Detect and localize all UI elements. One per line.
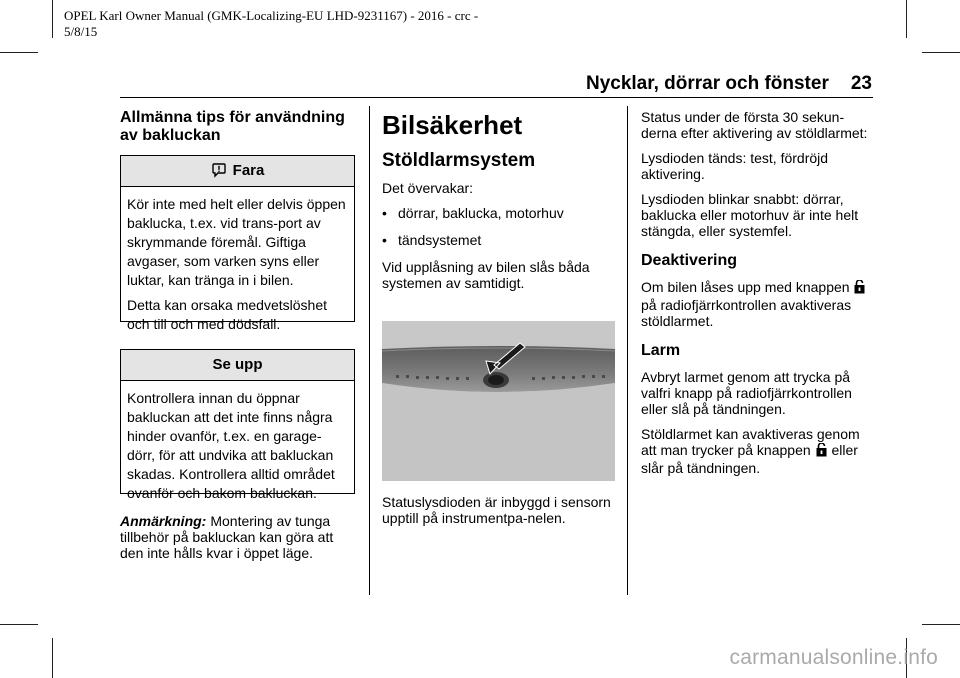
subsection-heading: Stöldlarmsystem [382,150,536,171]
alarm-heading: Larm [641,342,681,359]
crop-mark [922,52,960,53]
caution-label: Se upp [212,356,263,373]
crop-mark [52,638,53,678]
deactivation-heading: Deaktivering [641,252,738,269]
list-item-text: tändsystemet [398,232,482,248]
warning-icon [211,159,227,189]
led-blink-text: Lysdioden blinkar snabbt: dörrar, baklucka eller motorhuv är inte helt stängda, eller systemfel. [641,191,859,239]
tailgate-tips-heading: Allmänna tips för användning av bakluckan [120,109,345,144]
instrument-panel-photo [382,321,615,481]
document-header [64,8,524,40]
left-column [120,109,356,145]
column-divider [627,106,628,595]
section-heading: Bilsäkerhet [382,110,523,140]
list-item [382,232,615,248]
note [120,513,356,570]
bullet-marker: • [382,205,387,221]
intro-text: Det övervakar: [382,180,474,196]
caution-body [121,381,354,503]
status-text: Status under de första 30 sekun-derna efter aktivering av stöldlarmet: [641,109,868,141]
danger-header [121,156,354,187]
note-text: Montering av tunga tillbehör på bakluckan kan göra att den inte hålls kvar i öppet läge. [120,513,334,561]
section-title: Nycklar, dörrar och fönster [585,73,829,94]
led-on-text: Lysdioden tänds: test, fördröjd aktivering. [641,150,829,182]
unlock-key-icon [816,443,827,460]
danger-box [120,155,355,332]
document-header-line2: 5/8/15 [64,24,98,39]
header-rule [120,97,873,98]
page-number: 23 [850,73,872,94]
list-item-text: dörrar, baklucka, motorhuv [398,205,564,221]
danger-body [121,187,354,334]
unlock-key-icon [854,280,865,297]
bullet-marker: • [382,232,387,248]
crop-mark [922,624,960,625]
right-column [641,109,876,485]
caution-text: Kontrollera innan du öppnar bakluckan att det inte finns några hinder ovanför, t.ex. en garage-dörr, för att undvika att bakluckan skadas. Kontrollera alltid området ovanför och bakom bakluckan. [127,390,335,501]
alarm-deactivate-a: Stöldlarmet kan avaktiveras genom att man trycker på knappen [641,426,860,458]
caution-header [121,350,354,381]
danger-text: Detta kan orsaka medvetslöshet och till och med dödsfall. [127,297,327,332]
column-divider [369,106,370,595]
alarm-text: Avbryt larmet genom att trycka på valfri knapp på radiofjärrkontrollen eller slå på tändningen. [641,369,852,417]
deactivation-text [641,279,876,329]
alarm-deactivate-text [641,426,876,476]
crop-mark [52,0,53,38]
deactivation-text-b: på radiofjärrkontrollen avaktiveras stöldlarmet. [641,297,852,329]
list-item [382,205,615,221]
watermark: carmanualsonline.info [729,646,938,669]
danger-text: Kör inte med helt eller delvis öppen baklucka, t.ex. vid trans-port av skrymmande föremål. Giftiga avgaser, som varken syns eller luktar, kan tränga in i bilen. [127,196,346,288]
photo-caption [382,494,615,535]
danger-label: Fara [232,162,265,179]
middle-column [382,110,615,300]
deactivation-text-a: Om bilen låses upp med knappen [641,279,850,295]
running-header [586,73,872,95]
caution-box [120,349,355,501]
alarm-deactivate-b: eller slår på tändningen. [641,442,858,476]
unlock-text: Vid upplåsning av bilen slås båda systemen av samtidigt. [382,259,590,291]
document-header-line1: OPEL Karl Owner Manual (GMK-Localizing-EU LHD-9231167) - 2016 - crc - [64,8,479,23]
crop-mark [0,52,38,53]
crop-mark [0,624,38,625]
caption-text: Statuslysdioden är inbyggd i sensorn upptill på instrumentpa-nelen. [382,494,611,526]
crop-mark [906,0,907,38]
note-label: Anmärkning: [120,513,207,529]
